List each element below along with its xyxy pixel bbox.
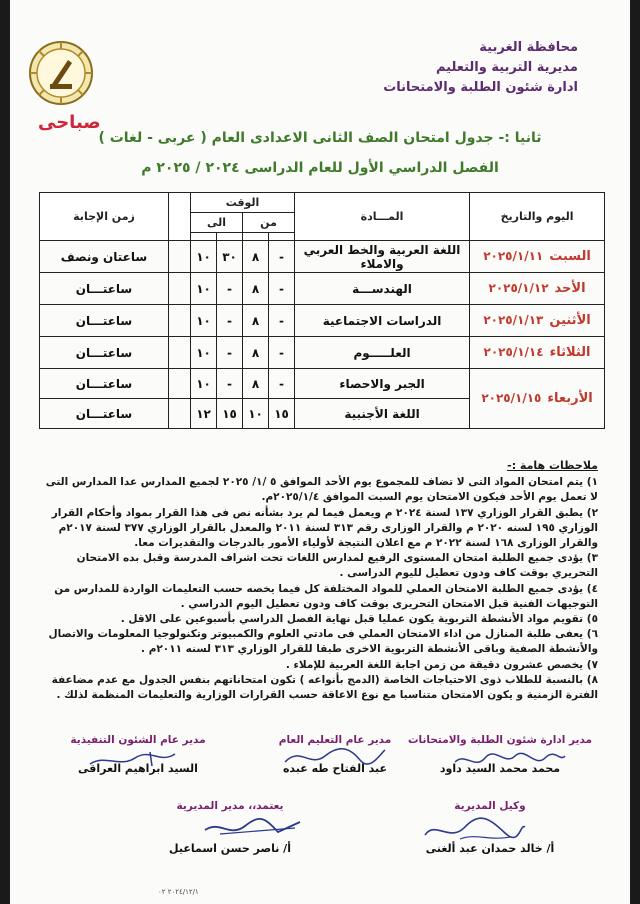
handwritten-signature-icon: [80, 748, 190, 772]
row-date: ٢٠٢٥/١/١٥: [481, 391, 542, 405]
row-to-minute: ٣٠: [217, 241, 243, 273]
important-notes: [38, 458, 598, 703]
note-item: ٧) يخصص عشرون دقيقة من زمن اجابة اللغة العربية للإملاء .: [285, 658, 598, 671]
table-row: [40, 241, 605, 273]
row-to-hour: ١٠: [191, 369, 217, 399]
row-subject: اللغة الأجنبية: [295, 399, 470, 429]
note-item: ٣) يؤدى جميع الطلبة امتحان المستوى الرفيع لمدارس اللغات تحت اشراف المدرسة وقبل بده الامتحان التحريري بوقت كاف ودون تعطيل لليوم الدراسى .: [76, 552, 598, 580]
header-time: الوقت: [191, 193, 295, 213]
row-date: ٢٠٢٥/١/١٣: [483, 313, 544, 327]
signature-title: مدير ادارة شئون الطلبة والامتحانات: [407, 734, 593, 746]
table-row: [40, 273, 605, 305]
row-from-hour: ٨: [243, 305, 269, 337]
exam-schedule-table: [39, 192, 605, 429]
note-item: ٤) يؤدى جميع الطلبة الامتحان العملي للمواد المختلفة كل فيما يخصه حسب التعليمات الواردة للمدارس من التوجيهات الفنية قبل الامتحان التحريرى بوقت كاف ودون تعطيل اليوم الدراسي .: [54, 582, 598, 610]
row-from-minute: -: [269, 337, 295, 369]
table-row: [40, 337, 605, 369]
schedule-title: ثانيا :- جدول امتحان الصف الثانى الاعدادى العام ( عربى - لغات ): [98, 130, 542, 146]
signature-title: يعتمد،، مدير المديرية: [176, 800, 284, 812]
signature-name: السيد ابراهيم العراقى: [78, 762, 198, 775]
schedule-subtitle: الفصل الدراسي الأول للعام الدراسى ٢٠٢٤ / ٢٠٢٥ م: [141, 160, 499, 176]
note-item: ٥) تقويم مواد الأنشطة التربوية يكون عمليا قبل نهاية الفصل الدراسي بأسبوعين على الاقل .: [120, 613, 598, 626]
row-to-minute: -: [217, 337, 243, 369]
note-item: ١) يتم امتحان المواد التى لا تضاف للمجموع يوم الأحد الموافق ٥ /١/ ٢٠٢٥ لجميع المدارس عدا المدارس التى لا تعمل يوم الأحد فيكون الامتحان يوم السبت الموافق ٢٠٢٥/١/٤م.: [45, 476, 598, 504]
row-from-hour: ١٠: [243, 399, 269, 429]
signature-name: عبد الفتاح طه عبده: [282, 762, 388, 775]
note-item: ٦) يعفى طلبة المنازل من اداء الامتحان العملي فى مادتي العلوم والكمبيوتر وتكنولوجيا المعلومات والاتصال والأنشطة الصفية وباقى الأنشطة التربوية الاخرى طبقا للقرار الوزاري ٣١٣ لسنه ٢٠١١م .: [48, 628, 598, 656]
row-from-hour: ٨: [243, 273, 269, 305]
handwritten-signature-icon: [450, 748, 570, 772]
row-subject: الجبر والاحصاء: [295, 369, 470, 399]
row-from-minute: -: [269, 241, 295, 273]
row-day: الأحد: [554, 281, 586, 296]
handwritten-signature-icon: [280, 744, 390, 770]
row-from-minute: -: [269, 273, 295, 305]
scan-footer: ٢٠٢٤/١٢/١ ٠٢: [158, 888, 199, 896]
signature-title: مدير عام الشئون التنفيذية: [70, 734, 206, 746]
header-duration: زمن الإجابة: [40, 193, 169, 241]
row-date: ٢٠٢٥/١/١٤: [483, 345, 544, 359]
table-row: [40, 305, 605, 337]
row-duration: ساعتـــان: [40, 369, 169, 399]
department-name: ادارة شئون الطلبة والامتحانات: [383, 80, 578, 95]
row-day: الثلاثاء: [549, 345, 591, 360]
row-subject: اللغة العربية والخط العربي والاملاء: [295, 241, 470, 273]
governorate-name: محافظة الغربية: [479, 40, 578, 55]
row-from-minute: ١٥: [269, 399, 295, 429]
row-to-hour: ١٠: [191, 273, 217, 305]
row-to-minute: -: [217, 273, 243, 305]
letterhead: [383, 38, 578, 98]
row-from-minute: -: [269, 369, 295, 399]
row-date: ٢٠٢٥/١/١١: [483, 249, 544, 263]
row-duration: ساعتـــان: [40, 273, 169, 305]
shift-stamp: صباحى: [38, 112, 101, 133]
row-day: الأثنين: [549, 313, 591, 328]
directorate-name: مديرية التربية والتعليم: [435, 60, 578, 75]
row-subject: العلـــــوم: [295, 337, 470, 369]
row-from-hour: ٨: [243, 337, 269, 369]
row-subject: الدراسات الاجتماعية: [295, 305, 470, 337]
row-day: السبت: [549, 249, 591, 264]
row-to-hour: ١٢: [191, 399, 217, 429]
header-day-date: اليوم والتاريخ: [470, 193, 605, 241]
row-subject: الهندســـة: [295, 273, 470, 305]
row-to-minute: -: [217, 369, 243, 399]
row-from-hour: ٨: [243, 241, 269, 273]
row-duration: ساعتـــان: [40, 305, 169, 337]
row-to-hour: ١٠: [191, 305, 217, 337]
row-to-hour: ١٠: [191, 241, 217, 273]
signature-name: أ/ ناصر حسن اسماعيل: [169, 842, 291, 855]
row-from-minute: -: [269, 305, 295, 337]
row-to-minute: -: [217, 305, 243, 337]
row-to-minute: ١٥: [217, 399, 243, 429]
signature-name: محمد محمد السيد داود: [439, 762, 561, 775]
signature-title: مدير عام التعليم العام: [278, 734, 392, 746]
header-from: من: [243, 213, 295, 233]
handwritten-signature-icon: [200, 812, 310, 842]
header-spacer: [169, 193, 191, 241]
signature-name: أ/ خالد حمدان عبد ألغنى: [425, 842, 555, 855]
note-item: ٢) يطبق القرار الوزاري ١٣٧ لسنة ٢٠٢٤ م ويعمل فيما لم يرد بشأنه نص فى هذا القرار بمواد وأحكام القرار الوزاري ١٩٥ لسنه ٢٠٢٠ م والقرار الوزارى رقم ٣١٣ لسنة ٢٠١١ والمعدل بالقرار الوزاري ٣٧٧ لسنة ٢٠١٧م والقرار الوزارى ١٦٨ لسنة ٢٠٢٢ م مع اعلان النتيجة لأولياء الأمور بالدرجات والتقديرات معا.: [51, 506, 598, 550]
handwritten-signature-icon: [420, 815, 530, 845]
header-subject: المـــادة: [295, 193, 470, 241]
directorate-emblem-icon: [28, 40, 94, 106]
header-to: الى: [191, 213, 243, 233]
row-to-hour: ١٠: [191, 337, 217, 369]
row-date: ٢٠٢٥/١/١٢: [488, 281, 549, 295]
table-row: [40, 369, 605, 399]
row-duration: ساعتـــان: [40, 337, 169, 369]
notes-title: ملاحظات هامة :-: [507, 459, 598, 472]
row-duration: ساعتـــان: [40, 399, 169, 429]
row-day: الأربعاء: [547, 391, 593, 406]
row-from-hour: ٨: [243, 369, 269, 399]
note-item: ٨) بالنسبة للطلاب ذوى الاحتياجات الخاصة (الدمج بأنواعه ) تكون امتحاناتهم بنفس الجدول مع عدم مضاعفة الفترة الزمنية و يكون الامتحان متناسبا مع نوع الاعاقة حسب القرارات الوزارية والتعليمات المنظمة لذلك .: [51, 673, 598, 702]
row-duration: ساعتان ونصف: [40, 241, 169, 273]
signature-title: وكيل المديرية: [454, 800, 526, 812]
